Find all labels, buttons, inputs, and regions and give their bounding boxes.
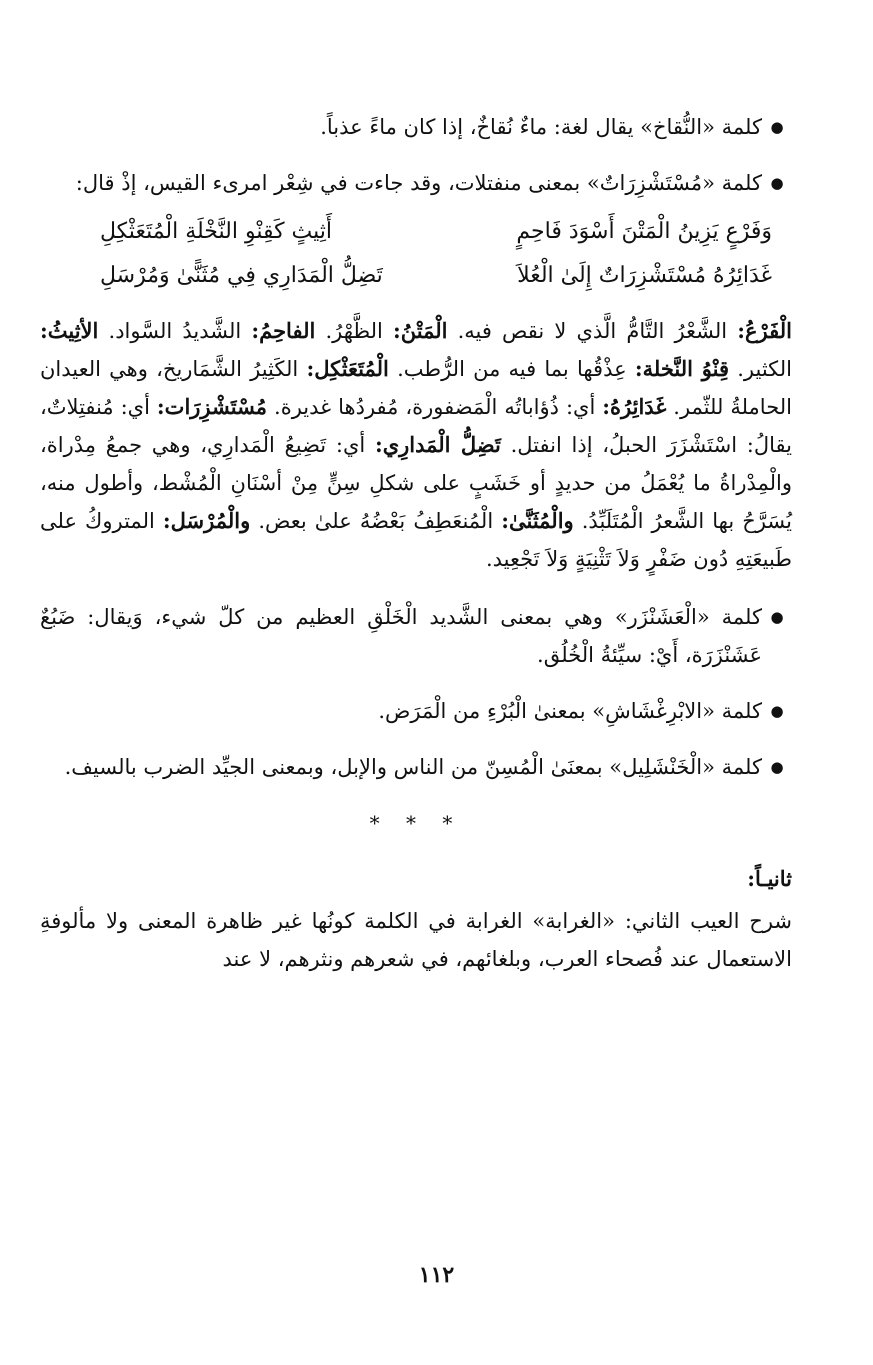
list-item-text: كلمة «مُسْتَشْزِرَاتٌ» بمعنى منفتلات، وقد جاءت في شِعْر امرىء القيس، إذْ قال:: [75, 171, 762, 195]
section-heading: ثانيـاً:: [747, 866, 792, 891]
verse-second-hemistich: تَضِلُّ الْمَدَارِي فِي مُثَنًّىٰ وَمُرْسَلِ: [100, 263, 383, 288]
gloss-definition: أي: ذُؤاباتُه الْمَضفورة، مُفردُها غديرة.: [267, 395, 603, 419]
bullet-icon: ●: [770, 608, 784, 626]
list-item-text: كلمة «الْعَشَنْزَر» وهي بمعنى الشَّديد الْخَلْقِ العظيم من كلّ شيء، وَيقال: ضَبُعٌ عَشَنْزَرَة، أَيْ: سيِّئةُ الْخُلُق.: [40, 605, 762, 667]
list-item-text: كلمة «الابْرِغْشَاشِ» بمعنىٰ الْبُرْءِ من الْمَرَض.: [378, 699, 762, 723]
page-number: ١١٢: [418, 1262, 455, 1288]
gloss-term: قِنْوُ النَّخلة:: [634, 356, 730, 381]
gloss-definition: أي: مُنفتِلاتٌ، يقالُ: اسْتَشْزَرَ الحبلُ، إذا انفتل.: [40, 395, 792, 457]
gloss-term: الْمَتْنُ:: [393, 318, 448, 343]
section-separator: * * *: [369, 811, 463, 835]
verse-second-hemistich: أَثِيثٍ كَقِنْوِ النَّخْلَةِ الْمُتَعَثْكِلِ: [100, 219, 333, 244]
gloss-definition: عِذْقُها بما فيه من الرُّطب.: [388, 357, 635, 381]
gloss-definition: المتروكُ على طَبيعَتِهِ دُون ضَفْرٍ وَلاَ تَثْنِيَةٍ وَلاَ تَجْعِيد.: [40, 509, 792, 571]
gloss-term: الْمُتَعَثْكِل:: [306, 356, 389, 381]
list-item: [40, 692, 792, 730]
gloss-term: الْفَرْعُ:: [737, 318, 792, 343]
gloss-term: تَضِلُّ الْمَدارِي:: [374, 432, 501, 457]
bullet-icon: ●: [770, 118, 784, 136]
gloss-definition: الكَثِيرُ الشَّمَاريخ، وهي العيدان الحاملةُ للثّمر.: [40, 357, 792, 419]
book-page: [40, 108, 792, 998]
gloss-term: الأثِيثُ:: [40, 318, 99, 343]
verse-line: [40, 254, 792, 298]
list-item: [40, 108, 792, 146]
gloss-definition: الظَّهْرُ.: [315, 319, 393, 343]
poem-verse: [40, 210, 792, 298]
gloss-term: الفاحِمُ:: [251, 318, 316, 343]
gloss-definition: الكثير.: [729, 357, 792, 381]
verse-first-hemistich: غَدَائِرُهُ مُسْتَشْزِرَاتٌ إِلَىٰ الْعُلاَ: [517, 263, 772, 288]
gloss-term: والْمُرْسَل:: [162, 508, 251, 533]
verse-line: [40, 210, 792, 254]
list-item: [40, 748, 792, 786]
list-item: [40, 164, 792, 202]
gloss-term: والْمُثَنَّىٰ:: [501, 508, 574, 533]
list-item: [40, 598, 792, 674]
verse-first-hemistich: وَفَرْعٍ يَزِينُ الْمَتْنَ أَسْوَدَ فَاحِمٍ: [516, 219, 772, 244]
gloss-definition: أي: تَضِيعُ الْمَدارِي، وهي جمعُ مِدْراة، والْمِدْراةُ ما يُعْمَلُ من حديدٍ أو خَشَبٍ على شكلِ سِنٍّ مِنْ أسْنَانِ الْمُشْط، وأطول منه، يُسَرَّحُ بها الشَّعرُ الْمُتَلَبِّدُ.: [40, 433, 793, 533]
bullet-icon: ●: [770, 758, 784, 776]
glossary-paragraph: [40, 312, 792, 578]
section-paragraph: شرح العيب الثاني: «الغرابة» الغرابة في الكلمة كونُها غير ظاهرة المعنى ولا مألوفةِ الاستعمال عند فُصحاء العرب، وبلغائهم، في شعرهم ونثرهم، لا عند: [40, 909, 792, 971]
list-item-text: كلمة «النُّقاخ» يقال لغة: ماءٌ نُقاخٌ، إذا كان ماءً عذباً.: [320, 115, 762, 139]
gloss-term: غَدَائِرُهُ:: [602, 394, 667, 419]
list-item-text: كلمة «الْخَنْشَلِيل» بمعنَىٰ الْمُسِنّ من الناس والإبل، وبمعنى الجيِّد الضرب بالسيف.: [64, 755, 762, 779]
gloss-definition: الْمُنعَطِفُ بَعْضُهُ علىٰ بعض.: [250, 509, 502, 533]
gloss-term: مُسْتَشْزِرَات:: [156, 394, 268, 419]
bullet-icon: ●: [770, 174, 784, 192]
gloss-definition: الشَّديدُ السَّواد.: [98, 319, 252, 343]
gloss-definition: الشَّعْرُ التَّامُّ الَّذي لا نقص فيه.: [447, 319, 738, 343]
bullet-icon: ●: [770, 702, 784, 720]
